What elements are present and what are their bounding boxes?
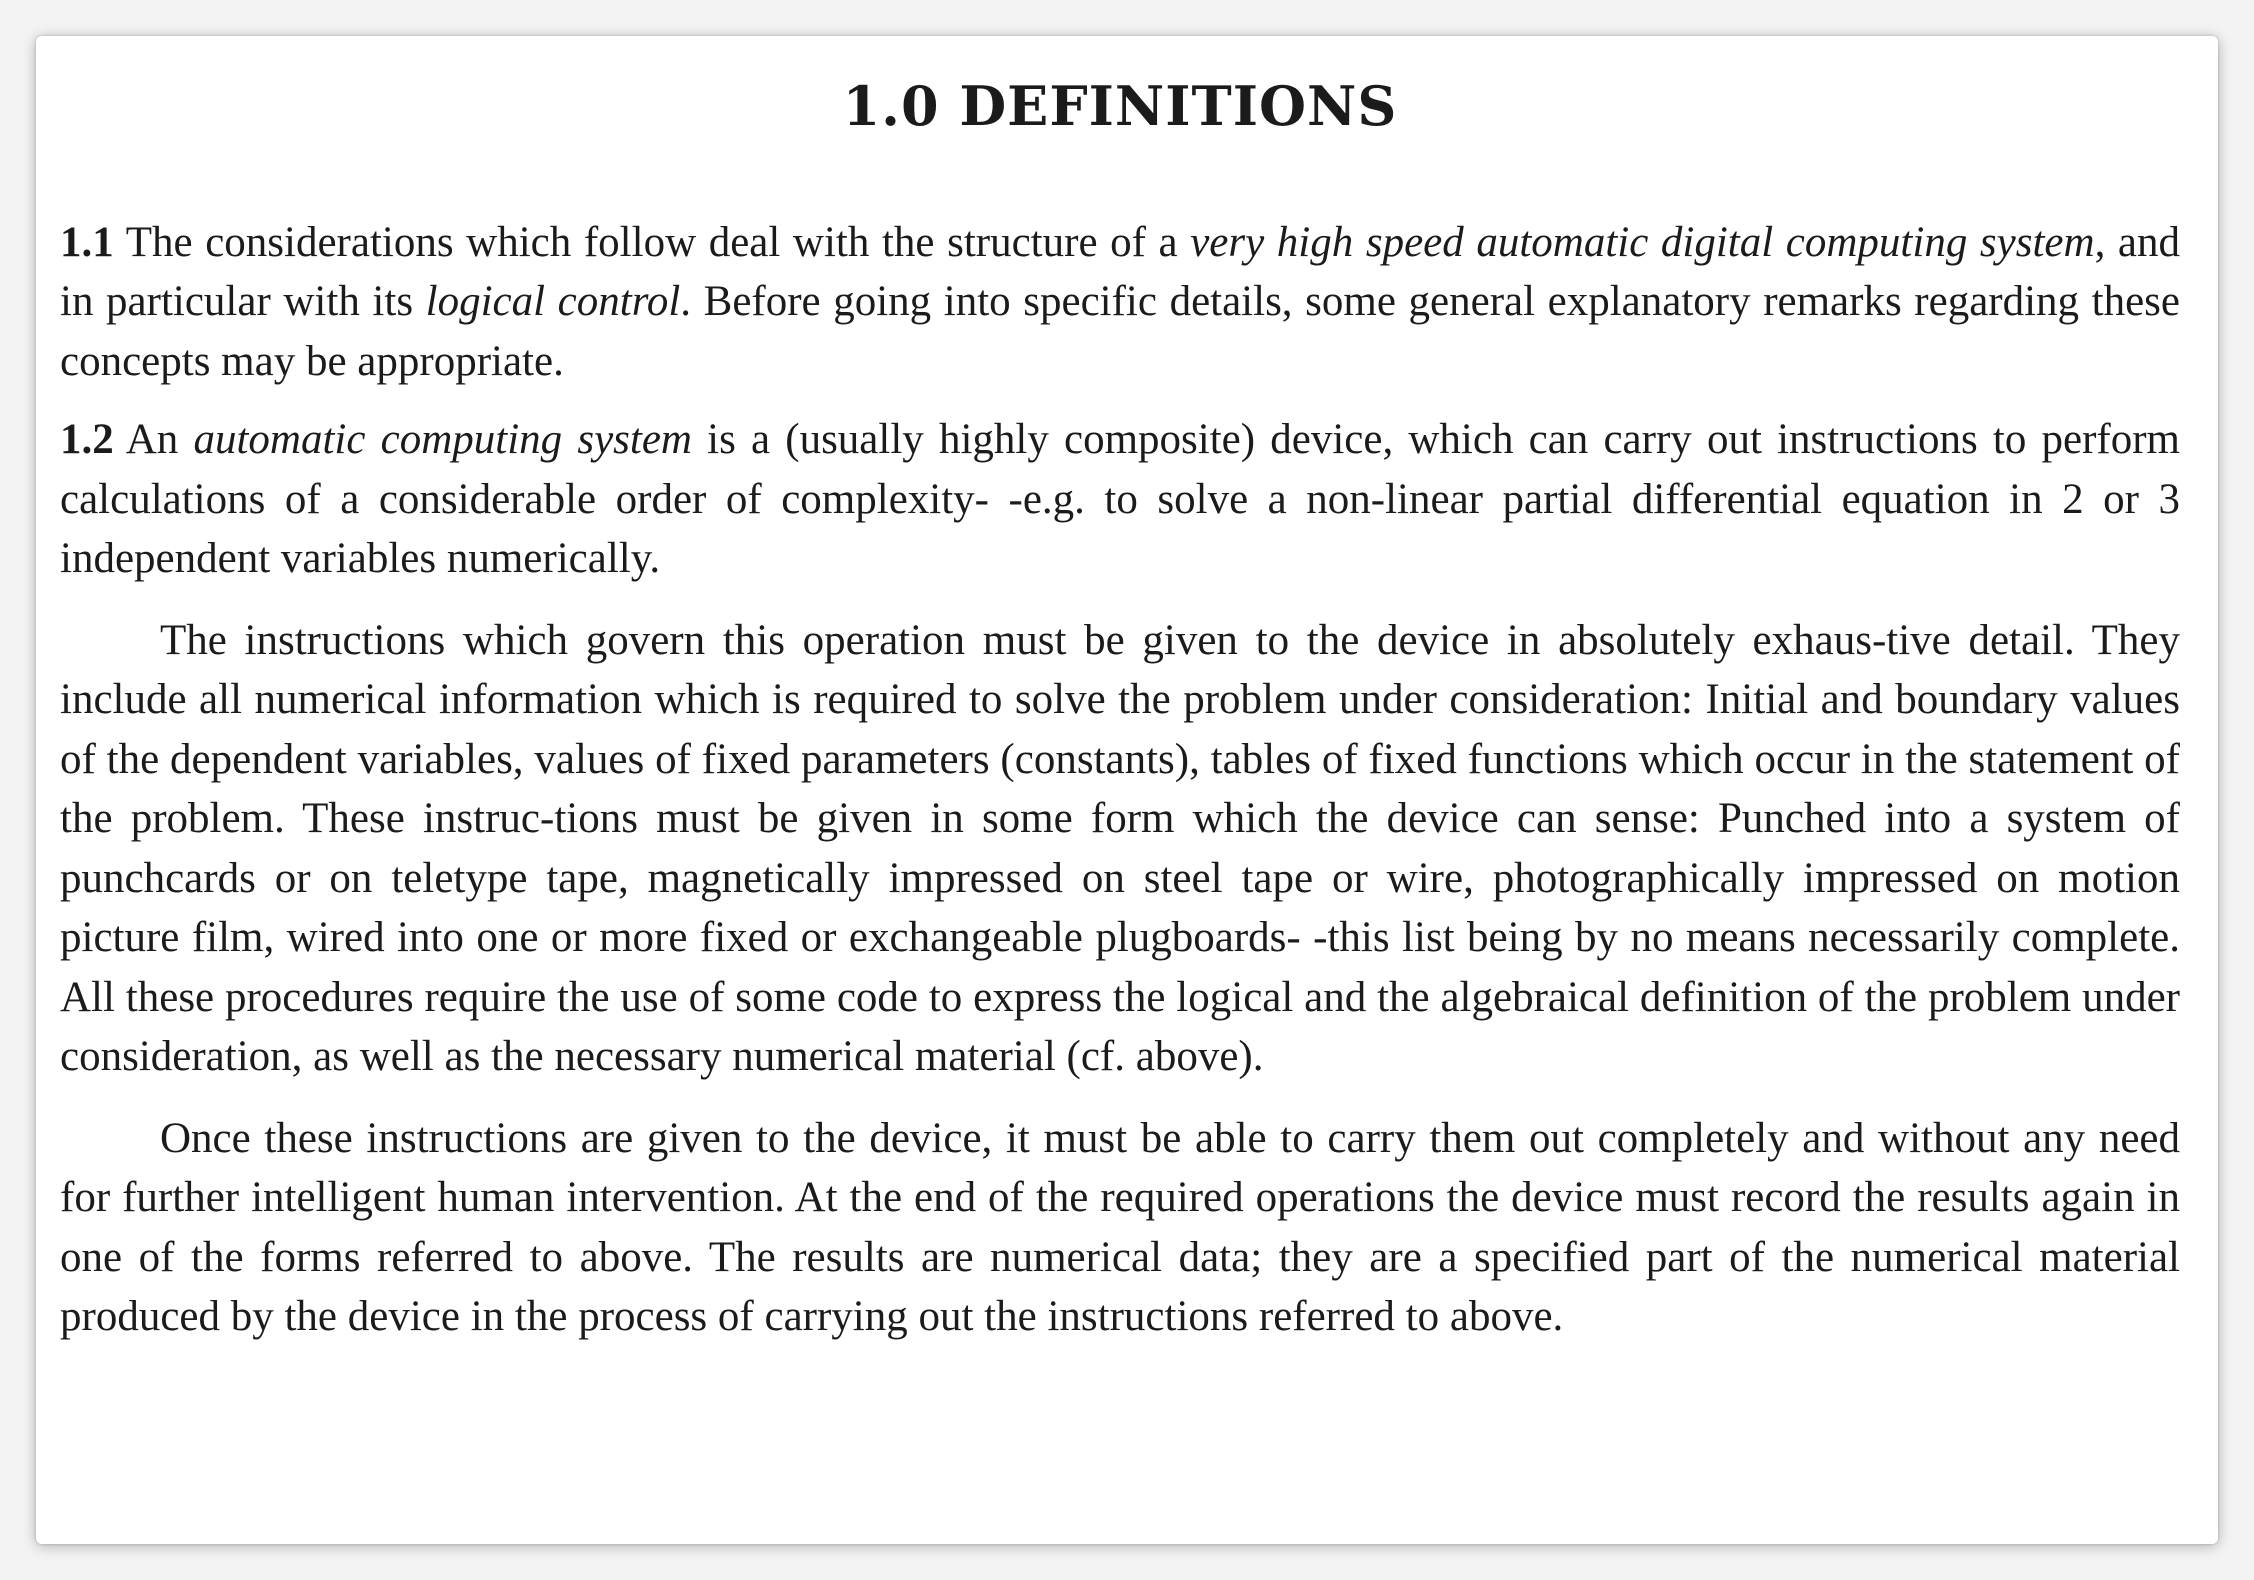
- document-page: [36, 36, 2218, 1544]
- paragraph-text: . Before going into specific details, some general explanatory remarks regarding these concepts may be appropriate.: [60, 278, 2180, 385]
- paragraph-execution: Once these instructions are given to the device, it must be able to carry them out completely and without any need for further intelligent human intervention. At the end of the required operations the device must record the results again in one of the forms referred to above. The results are numerical data; they are a specified part of the numerical material produced by the device in the process of carrying out the instructions referred to above.: [60, 1114, 2180, 1341]
- emphasis-text: automatic computing system: [193, 416, 692, 464]
- page-title: 1.0 DEFINITIONS: [842, 74, 1398, 138]
- section-number-1-2: 1.2: [60, 416, 114, 464]
- paragraph-instructions: The instructions which govern this operation must be given to the device in absolutely exhaus-tive detail. They include all numerical information which is required to solve the problem under consideration: Initial and boundary values of the dependent variables, values of fixed parameters (constants), tables of fixed functions which occur in the statement of the problem. These instruc-tions must be given in some form which the device can sense: Punched into a system of punchcards or on teletype tape, magnetically impressed on steel tape or wire, photographically impressed on motion picture film, wired into one or more fixed or exchangeable plugboards- -this list being by no means necessarily complete. All these procedures require the use of some code to express the logical and the algebraical definition of the problem under consideration, as well as the necessary numerical material (cf. above).: [60, 616, 2180, 1081]
- section-number-1-1: 1.1: [60, 218, 114, 266]
- paragraph-text: The considerations which follow deal with the structure of a: [125, 218, 1191, 266]
- paragraph-text: An: [125, 416, 194, 464]
- emphasis-text: logical control: [425, 278, 681, 326]
- paragraph-text: , and in particular with its: [60, 218, 2180, 326]
- paragraph-text: is a (usually highly composite) device, which can carry out instructions to perform calculations of a considerable order of complexity- -e.g. to solve a non-linear partial differential equation in 2 or 3 independent variables numerically.: [60, 416, 2180, 583]
- emphasis-text: very high speed automatic digital computing system: [1190, 218, 2095, 266]
- paragraph-1-2: [60, 410, 2180, 589]
- paragraph-1-1: [60, 213, 2180, 392]
